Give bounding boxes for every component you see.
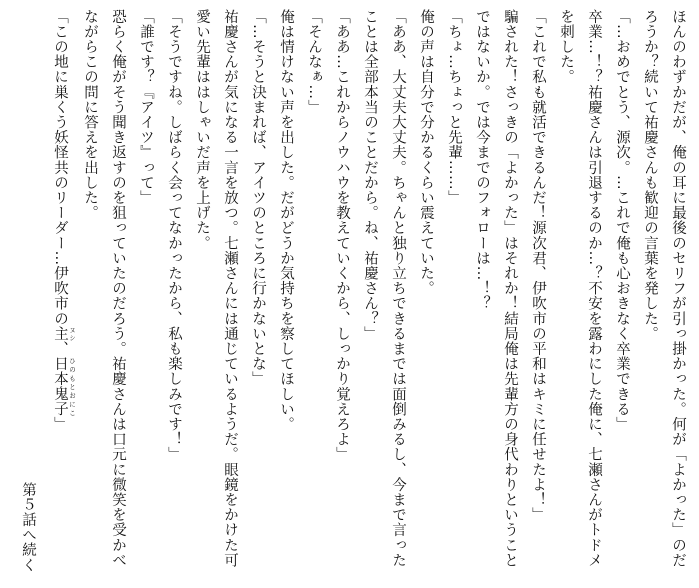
ruby-nushi-reading: ヌシ [68,326,76,342]
paragraph-3: 卒業…！？祐慶さんは引退するのか…？不安を露わにした俺に、七瀬さんがトドメを刺した。 [558,9,602,568]
final-line-start: 「この地に巣くう妖怪共のリーダー…伊吹市の [52,9,68,327]
paragraph-16: 恐らく俺がそう聞き返すのを狙っていたのだろう。祐慶さんは口元に微笑を受かべながらこの問に答えを出した。 [82,9,126,568]
paragraph-4: 「これで私も就活できるんだ！源次君、伊吹市の平和はキミに任せたよ！」 [530,9,546,523]
paragraph-8: 「ああ、大丈夫大丈夫。ちゃんと独り立ちできるまでは面倒みるし、今まで言ったことは全部本当のことだから。ね、祐慶さん？」 [362,9,406,568]
paragraph-9: 「ああ…これからノウハウを教えていくから、しっかり覚えろよ」 [334,9,350,462]
paragraph-15: 「誰です？『アイツ』って」 [138,9,154,206]
paragraph-7: 俺の声は自分で分かるくらい震えていた。 [418,9,434,296]
paragraph-2: 「…おめでとう、源次。…これで俺も心おきなく卒業できる」 [614,9,630,432]
paragraph-13: 祐慶さんが気になる一言を放つ。七瀬さんには通じているようだ。眼鏡をかけた可愛い先輩ははしゃいだ声を上げた。 [194,9,238,568]
paragraph-6: 「ちょ…ちょっと先輩……」 [446,9,462,206]
ruby-hinomoto-onikko [52,356,76,417]
continued-note: 第５話へ続く [20,482,36,573]
story-text [2,9,692,579]
final-line-end: 」 [52,416,68,432]
ruby-hinomoto-onikko-reading: ひのもとおにこ [68,356,76,417]
final-line [46,9,76,579]
paragraph-11: 俺は情けない声を出した。だがどうか気持ちを察してほしい。 [278,9,294,432]
ruby-nushi-base: 主 [52,326,68,342]
paragraph-14: 「そうですね。しばらく会ってなかったから、私も楽しみです！」 [166,9,182,462]
ruby-nushi [52,326,76,342]
ruby-hinomoto-onikko-base: 日本鬼子 [52,356,68,417]
paragraph-1: ほんのわずかだが、俺の耳に最後のセリフが引っ掛かった。何が「よかった」のだろうか？続いて祐慶さんも歓迎の言葉を発した。 [642,9,686,568]
final-line-comma: 、 [52,341,68,357]
paragraph-12: 「…そうと決まれば、アイツのところに行かないとな」 [250,9,266,387]
paragraph-10: 「そんなぁ…」 [306,9,322,115]
paragraph-5: 騙された！さっきの「よかった」はそれか！結局俺は先輩方の身代わりということではないか。では今までのフォローは…！？ [474,9,518,568]
